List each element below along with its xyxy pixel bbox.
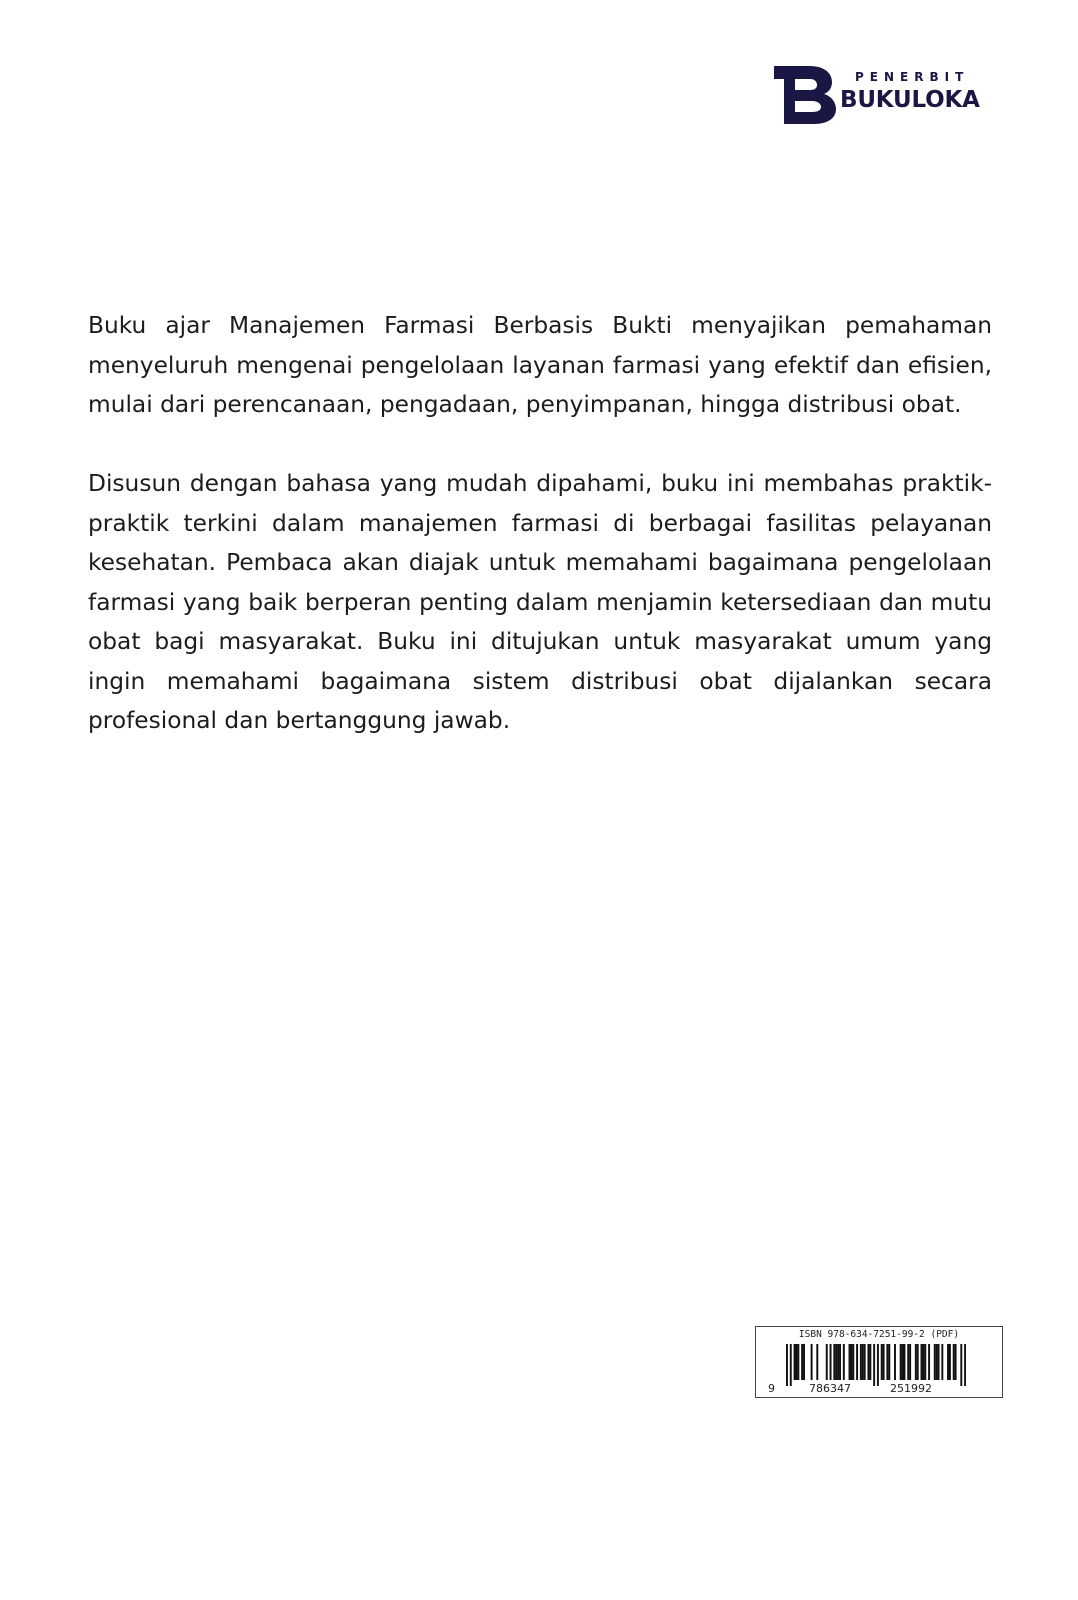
barcode-bar <box>860 1344 862 1380</box>
barcode-first-digit: 9 <box>768 1382 775 1395</box>
barcode-bar <box>837 1344 839 1380</box>
barcode-bar <box>883 1344 885 1380</box>
barcode-bar <box>894 1344 896 1380</box>
blurb-paragraph-1: Buku ajar Manajemen Farmasi Berbasis Bukti menyajikan pemahaman menyeluruh mengenai pengelolaan layanan farmasi yang efektif dan efisien, mulai dari perencanaan, pengadaan, penyimpanan, hingga distribusi obat. <box>88 312 992 418</box>
barcode-bar <box>830 1344 832 1380</box>
barcode-bar <box>953 1344 955 1380</box>
barcode-bars <box>786 1344 966 1386</box>
back-cover-blurb <box>88 306 992 741</box>
barcode-bar <box>856 1344 858 1380</box>
barcode-bar <box>928 1344 930 1380</box>
blurb-paragraph-2: Disusun dengan bahasa yang mudah dipahami, buku ini membahas praktik-praktik terkini dalam manajemen farmasi di berbagai fasilitas pelayanan kesehatan. Pembaca akan diajak untuk memahami bagaimana pengelolaan farmasi yang baik berperan penting dalam menjamin ketersediaan dan mutu obat bagi masyarakat. Buku ini ditujukan untuk masyarakat umum yang ingin memahami bagaimana sistem distribusi obat dijalankan secara profesional dan bertanggung jawab. <box>88 470 992 734</box>
barcode-bar <box>921 1344 923 1380</box>
isbn-label: ISBN 978-634-7251-99-2 (PDF) <box>798 1329 960 1340</box>
publisher-kicker: PENERBIT <box>855 70 970 84</box>
barcode-bar <box>862 1344 864 1380</box>
barcode-bar <box>869 1344 871 1380</box>
barcode-bar <box>881 1344 883 1380</box>
barcode-bar <box>839 1344 841 1380</box>
barcode-bar <box>924 1344 926 1380</box>
barcode-bar <box>826 1344 828 1380</box>
barcode-bar <box>917 1344 919 1380</box>
barcode-bar <box>803 1344 805 1380</box>
barcode-bar <box>850 1344 852 1380</box>
barcode-bar <box>852 1344 854 1380</box>
barcode-bar <box>877 1344 879 1386</box>
barcode-bar <box>964 1344 966 1386</box>
barcode-bar <box>864 1344 866 1380</box>
barcode-left-group: 786347 <box>809 1382 851 1395</box>
barcode-bar <box>903 1344 905 1380</box>
barcode-bar <box>922 1344 924 1380</box>
barcode-bar <box>816 1344 818 1380</box>
barcode-bar <box>795 1344 797 1380</box>
barcode-bar <box>797 1344 799 1380</box>
barcode-right-group: 251992 <box>890 1382 932 1395</box>
barcode-bar <box>801 1344 803 1380</box>
barcode-bar <box>786 1344 788 1386</box>
barcode-bar <box>960 1344 962 1386</box>
barcode-bar <box>949 1344 951 1380</box>
barcode-bar <box>867 1344 869 1380</box>
barcode-bar <box>794 1344 796 1380</box>
barcode-bar <box>835 1344 837 1380</box>
barcode-bar <box>936 1344 938 1380</box>
publisher-b-logo-icon <box>774 66 838 124</box>
barcode-bar <box>886 1344 888 1380</box>
barcode-bar <box>909 1344 911 1380</box>
barcode-bar <box>900 1344 902 1380</box>
barcode-bar <box>873 1344 875 1386</box>
barcode-bar <box>907 1344 909 1380</box>
barcode-bar <box>811 1344 813 1380</box>
publisher-name: BUKULOKA <box>840 87 980 113</box>
barcode-bar <box>915 1344 917 1380</box>
barcode-bar <box>947 1344 949 1380</box>
publisher-logo <box>774 64 996 124</box>
barcode-bar <box>833 1344 835 1380</box>
barcode-bar <box>849 1344 851 1380</box>
barcode-bar <box>934 1344 936 1380</box>
barcode-bar <box>938 1344 940 1380</box>
isbn-barcode <box>755 1326 1003 1398</box>
barcode-bar <box>955 1344 957 1380</box>
barcode-bar <box>888 1344 890 1380</box>
barcode-bar <box>790 1344 792 1386</box>
barcode-bar <box>843 1344 845 1380</box>
barcode-bar <box>902 1344 904 1380</box>
barcode-bar <box>941 1344 943 1380</box>
